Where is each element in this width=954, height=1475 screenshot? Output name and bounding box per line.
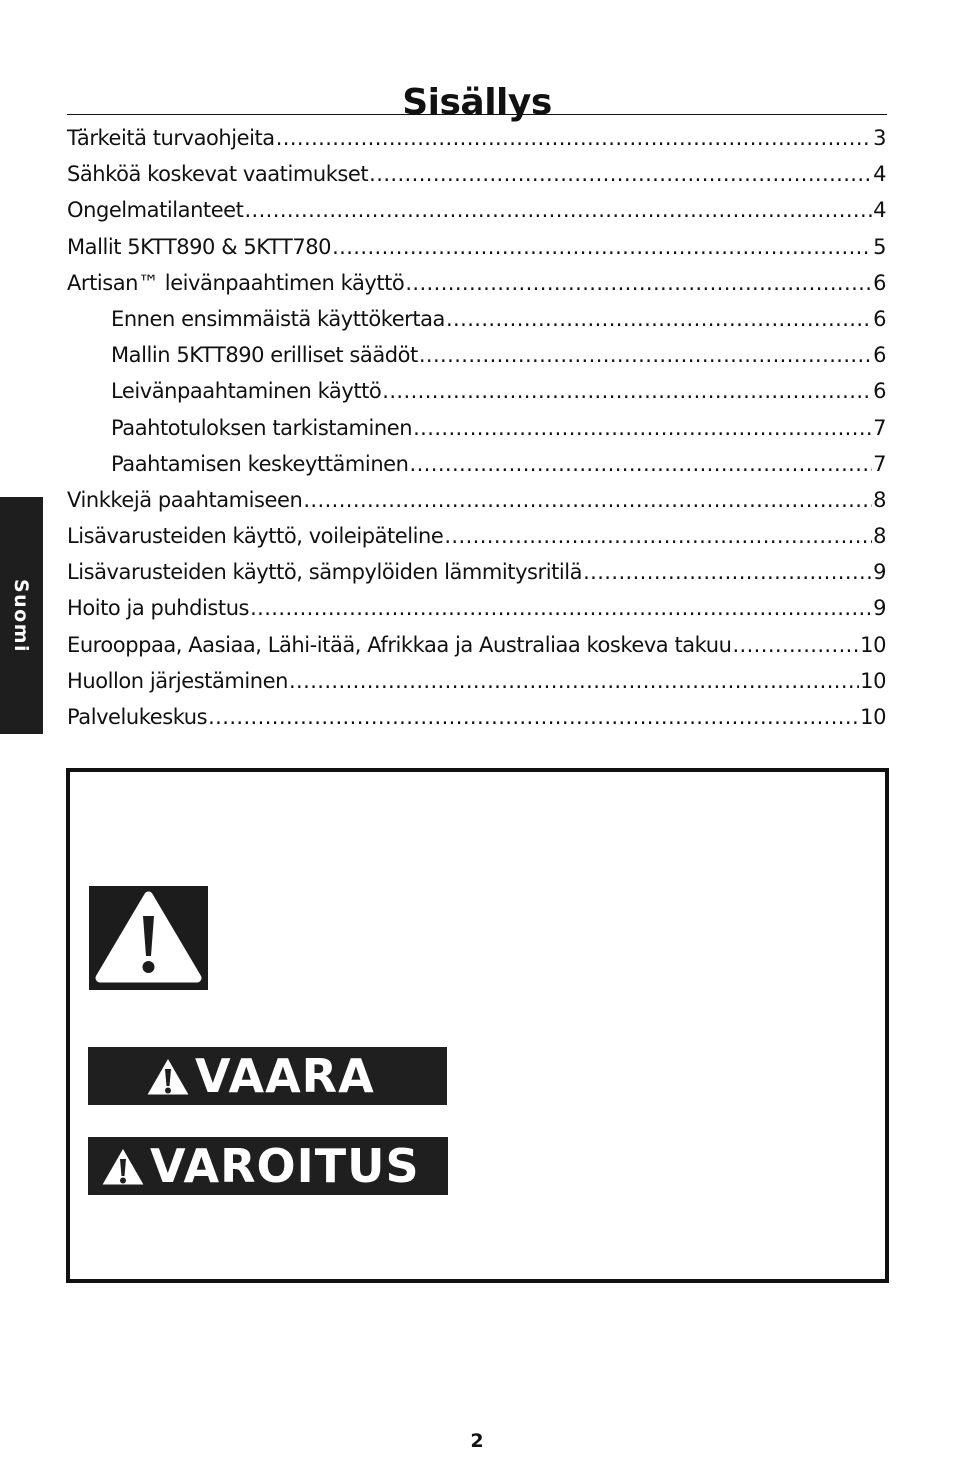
toc-entry-label: Hoito ja puhdistus — [67, 596, 250, 621]
toc-entry-label: Vinkkejä paahtamiseen — [67, 487, 303, 512]
toc-entry-label: Palvelukeskus — [67, 705, 208, 729]
toc-dot-leader — [208, 699, 859, 735]
toc-entry — [67, 120, 886, 156]
toc-entry — [67, 373, 886, 409]
toc-entry-label: Mallit 5KTT890 & 5KTT780 — [67, 234, 332, 259]
toc-entry — [67, 265, 886, 301]
toc-entry-page: 6 — [873, 270, 886, 295]
toc-entry-page: 10 — [860, 632, 886, 657]
toc-entry — [67, 482, 886, 518]
toc-entry-label: Lisävarusteiden käyttö, voileipäteline — [67, 524, 444, 549]
toc-dot-leader — [369, 156, 872, 192]
danger-word: VAARA — [195, 1049, 375, 1103]
toc-entry — [67, 301, 886, 337]
toc-dot-leader — [405, 265, 872, 301]
toc-dot-leader — [382, 373, 872, 409]
toc-entry — [67, 518, 886, 554]
toc-dot-leader — [413, 410, 872, 446]
table-of-contents — [67, 120, 886, 735]
toc-entry-page: 4 — [873, 162, 886, 187]
page-title: Sisällys — [402, 82, 552, 124]
warning-signal-banner — [88, 1137, 448, 1195]
toc-entry-label: Leivänpaahtaminen käyttö — [111, 379, 382, 404]
toc-entry-label: Mallin 5KTT890 erilliset säädöt — [111, 343, 418, 368]
toc-dot-leader — [303, 482, 872, 518]
toc-entry-label: Paahtotuloksen tarkistaminen — [111, 415, 413, 440]
toc-entry — [67, 156, 886, 192]
toc-entry-page: 6 — [873, 379, 886, 404]
toc-entry-page: 9 — [873, 596, 886, 621]
title-rule — [67, 114, 887, 115]
toc-entry-label: Ennen ensimmäistä käyttökertaa — [111, 306, 445, 331]
toc-dot-leader — [419, 337, 872, 373]
toc-entry — [67, 627, 886, 663]
toc-dot-leader — [289, 663, 859, 699]
toc-entry-label: Huollon järjestäminen — [67, 668, 288, 693]
toc-entry — [67, 699, 886, 735]
toc-entry-label: Lisävarusteiden käyttö, sämpylöiden lämmitysritilä — [67, 560, 583, 585]
toc-entry-page: 4 — [873, 198, 886, 223]
toc-entry — [67, 590, 886, 626]
safety-symbols-box — [66, 768, 889, 1283]
toc-dot-leader — [444, 518, 872, 554]
toc-entry-page: 5 — [873, 234, 886, 259]
toc-dot-leader — [410, 446, 873, 482]
warning-word: VAROITUS — [150, 1139, 420, 1193]
toc-dot-leader — [583, 554, 872, 590]
page-number: 2 — [470, 1430, 484, 1452]
toc-entry-label: Sähköä koskevat vaatimukset — [67, 162, 369, 187]
toc-dot-leader — [332, 229, 872, 265]
toc-entry-label: Artisan™ leivänpaahtimen käyttö — [67, 270, 405, 295]
toc-entry-label: Ongelmatilanteet — [67, 198, 244, 223]
toc-entry — [67, 192, 886, 228]
toc-entry-page: 7 — [873, 451, 886, 476]
safety-alert-icon — [89, 886, 208, 990]
toc-entry-page: 8 — [873, 524, 886, 549]
toc-dot-leader — [446, 301, 872, 337]
toc-dot-leader — [732, 627, 859, 663]
toc-entry — [67, 446, 886, 482]
toc-entry — [67, 663, 886, 699]
toc-entry-label: Paahtamisen keskeyttäminen — [111, 451, 409, 476]
toc-entry-label: Tärkeitä turvaohjeita — [67, 126, 275, 150]
toc-entry-page: 3 — [873, 126, 886, 150]
toc-entry-page: 6 — [873, 343, 886, 368]
warning-triangle-icon — [143, 1053, 193, 1099]
toc-dot-leader — [244, 192, 872, 228]
toc-entry-page: 7 — [873, 415, 886, 440]
toc-entry-label: Eurooppaa, Aasiaa, Lähi-itää, Afrikkaa ja Australiaa koskeva takuu — [67, 632, 732, 657]
toc-entry-page: 9 — [873, 560, 886, 585]
toc-entry — [67, 554, 886, 590]
warning-triangle-icon — [98, 1143, 148, 1189]
danger-signal-banner — [88, 1047, 447, 1105]
toc-entry-page: 10 — [860, 705, 886, 729]
language-tab-label: Suomi — [10, 578, 32, 654]
toc-entry-page: 10 — [860, 668, 886, 693]
toc-entry-page: 6 — [873, 306, 886, 331]
toc-entry-page: 8 — [873, 487, 886, 512]
toc-entry — [67, 337, 886, 373]
toc-dot-leader — [276, 120, 872, 156]
toc-dot-leader — [250, 590, 872, 626]
toc-entry — [67, 410, 886, 446]
toc-entry — [67, 229, 886, 265]
